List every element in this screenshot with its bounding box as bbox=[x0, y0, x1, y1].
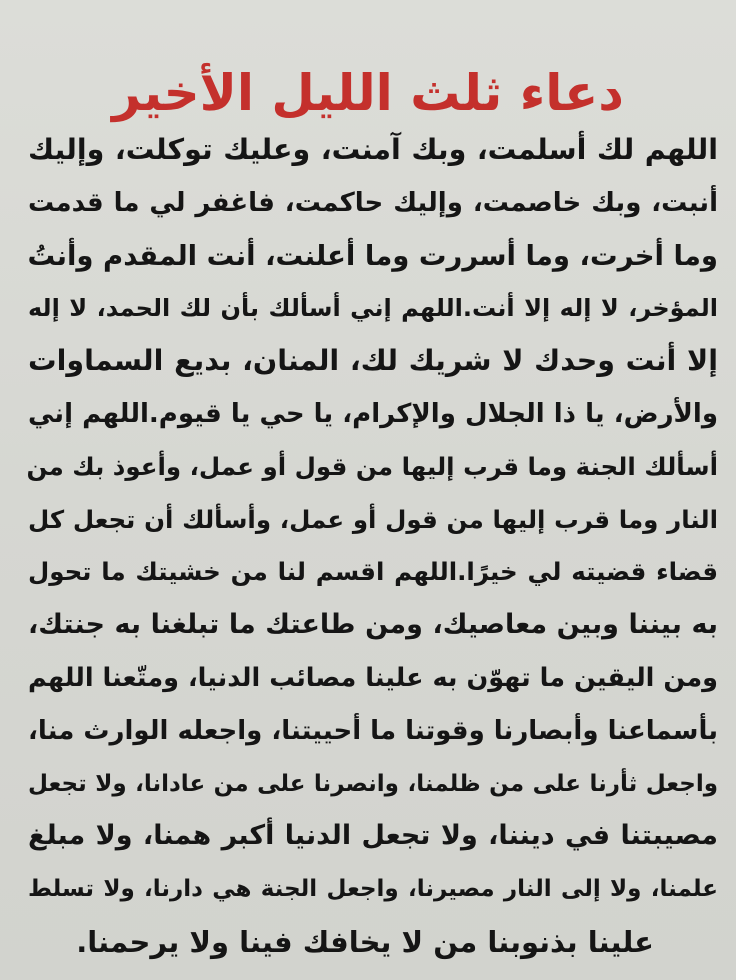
text-line: أنبت، وبك خاصمت، وإليك حاكمت، فاغفر لي ما قدمت bbox=[28, 187, 718, 218]
text-line: وما أخرت، وما أسررت وما أعلنت، أنت المقدم وأنتُ bbox=[27, 239, 718, 272]
text-line: علمنا، ولا إلى النار مصيرنا، واجعل الجنة هي دارنا، ولا تسلط bbox=[28, 876, 718, 903]
text-line: النار وما قرب إليها من قول أو عمل، وأسألك أن تجعل كل bbox=[28, 504, 718, 534]
text-line: علينا بذنوبنا من لا يخافك فينا ولا يرحمنا. bbox=[76, 924, 654, 959]
text-line: والأرض، يا ذا الجلال والإكرام، يا حي يا قيوم.اللهم إني bbox=[28, 398, 718, 429]
prayer-text bbox=[28, 124, 718, 969]
text-line: ومن اليقين ما تهوّن به علينا مصائب الدنيا، ومتّعنا اللهم bbox=[28, 662, 718, 693]
text-line: أسألك الجنة وما قرب إليها من قول أو عمل، وأعوذ بك من bbox=[26, 451, 718, 481]
text-line: مصيبتنا في ديننا، ولا تجعل الدنيا أكبر همنا، ولا مبلغ bbox=[28, 820, 718, 852]
text-line: قضاء قضيته لي خيرًا.اللهم اقسم لنا من خشيتك ما تحول bbox=[28, 557, 718, 587]
text-line: إلا أنت وحدك لا شريك لك، المنان، بديع السماوات bbox=[28, 344, 718, 378]
text-line: به بيننا وبين معاصيك، ومن طاعتك ما تبلغنا به جنتك، bbox=[28, 609, 718, 641]
text-line: اللهم لك أسلمت، وبك آمنت، وعليك توكلت، وإليك bbox=[28, 133, 718, 166]
page-title: دعاء ثلث الليل الأخير bbox=[112, 64, 624, 122]
text-line: بأسماعنا وأبصارنا وقوتنا ما أحييتنا، واجعله الوارث منا، bbox=[28, 715, 718, 746]
text-line: المؤخر، لا إله إلا أنت.اللهم إني أسألك بأن لك الحمد، لا إله bbox=[28, 294, 718, 323]
text-line: واجعل ثأرنا على من ظلمنا، وانصرنا على من عادانا، ولا تجعل bbox=[28, 770, 718, 797]
